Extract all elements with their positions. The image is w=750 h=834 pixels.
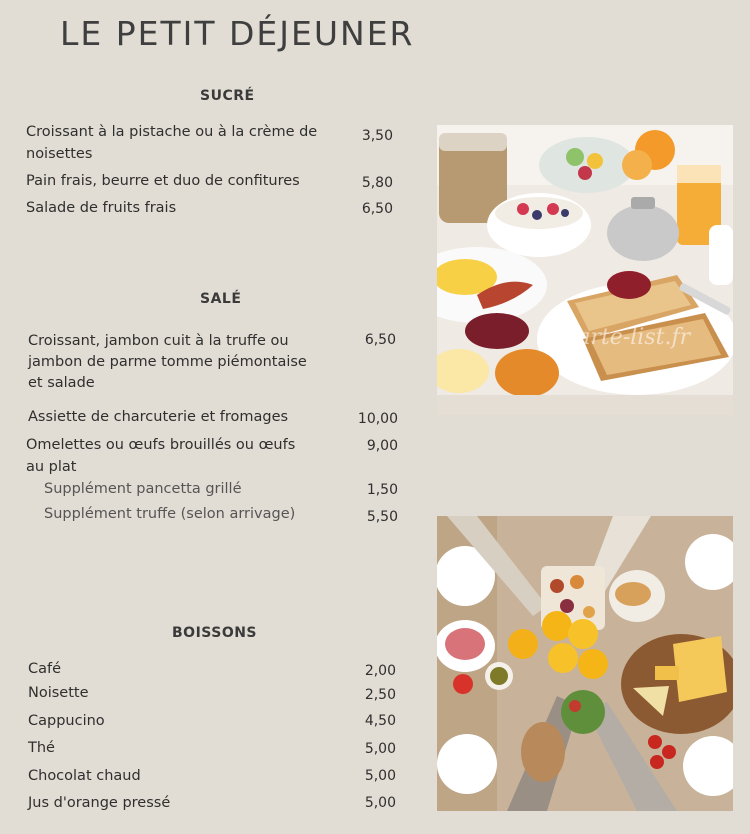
menu-item-price: 3,50 (361, 128, 393, 144)
drink-item-name: Café (28, 661, 62, 677)
drink-item-name: Noisette (28, 685, 89, 701)
menu-item-price: 6,50 (364, 332, 396, 348)
menu-item-price: 9,00 (366, 438, 398, 454)
drink-item-name: Chocolat chaud (28, 768, 141, 784)
watermark: carte-list.fr (565, 325, 691, 350)
menu-supplement-name: Supplément truffe (selon arrivage) (44, 506, 296, 522)
menu-item-name: noisettes (26, 146, 93, 162)
menu-item-name: Pain frais, beurre et duo de confitures (26, 173, 300, 189)
drink-item-name: Jus d'orange pressé (28, 795, 171, 811)
menu-item-name: Assiette de charcuterie et fromages (28, 409, 289, 425)
menu-item-name: et salade (28, 375, 95, 391)
menu-item-name: Omelettes ou œufs brouillés ou œufs (26, 437, 296, 453)
drink-item-price: 5,00 (364, 741, 396, 757)
menu-item-name: Croissant à la pistache ou à la crème de (26, 124, 318, 140)
menu-item-name: Salade de fruits frais (26, 200, 177, 216)
breakfast-toast-photo (437, 125, 733, 415)
menu-supplement-name: Supplément pancetta grillé (44, 481, 242, 497)
menu-item-price: 5,80 (361, 175, 393, 191)
drink-item-price: 5,00 (364, 768, 396, 784)
menu-item-name: Croissant, jambon cuit à la truffe ou (28, 333, 289, 349)
drink-item-price: 2,50 (364, 687, 396, 703)
menu-item-name: jambon de parme tomme piémontaise (28, 354, 307, 370)
drink-item-price: 5,00 (364, 795, 396, 811)
drink-item-name: Cappucino (28, 713, 105, 729)
menu-supplement-price: 1,50 (366, 482, 398, 498)
drink-item-price: 4,50 (364, 713, 396, 729)
menu-item-price: 10,00 (357, 411, 398, 427)
menu-item-price: 6,50 (361, 201, 393, 217)
drink-item-name: Thé (28, 740, 55, 756)
menu-supplement-price: 5,50 (366, 509, 398, 525)
section-heading-sale: SALÉ (200, 291, 242, 307)
brunch-table-photo (437, 516, 733, 811)
menu-item-name: au plat (26, 459, 77, 475)
page-title: LE PETIT DÉJEUNER (60, 14, 415, 53)
section-heading-sucre: SUCRÉ (200, 88, 255, 104)
section-heading-boissons: BOISSONS (172, 625, 258, 641)
drink-item-price: 2,00 (364, 663, 396, 679)
